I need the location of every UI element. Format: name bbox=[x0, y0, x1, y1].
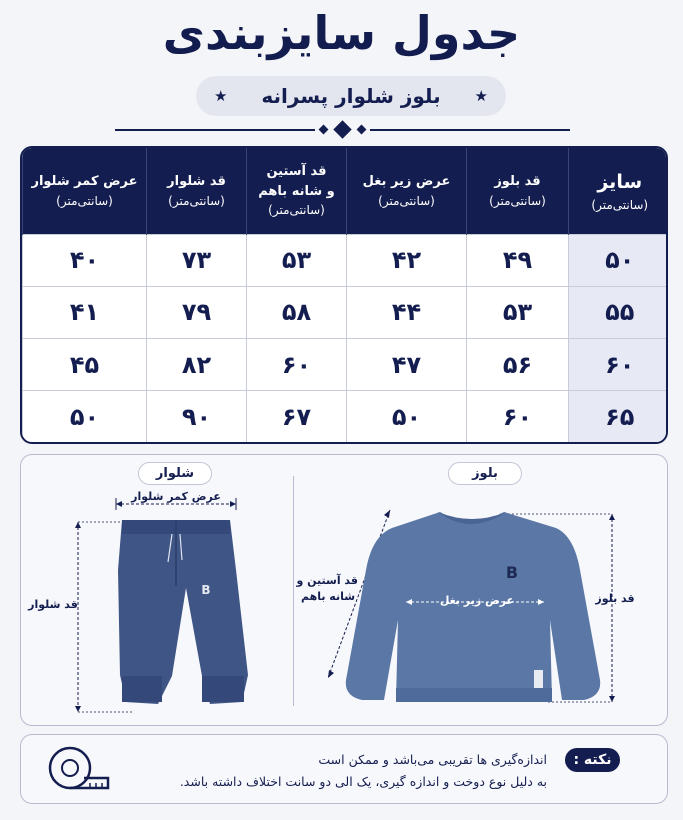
header-chest-width: عرض زیر بغل (سانتی‌متر) bbox=[347, 148, 467, 234]
header-size: سایز (سانتی‌متر) bbox=[569, 148, 669, 234]
pants-length-label: قد شلوار bbox=[28, 598, 78, 611]
sleeve-label-2: شانه باهم bbox=[300, 590, 356, 603]
tape-measure-icon bbox=[44, 742, 114, 798]
table-cell: ۶۰ bbox=[247, 338, 347, 390]
table-cell: ۴۲ bbox=[347, 234, 467, 286]
page-title: جدول سایزبندی bbox=[162, 6, 521, 60]
table-cell: ۵۳ bbox=[467, 286, 569, 338]
blouse-illustration bbox=[296, 500, 645, 715]
cell-size: ۶۵ bbox=[569, 391, 669, 442]
note-line-2: به دلیل نوع دوخت و اندازه گیری، یک الی دو سانت اختلاف داشته باشد. bbox=[179, 774, 547, 789]
table-row bbox=[23, 234, 669, 286]
subtitle-pill bbox=[196, 76, 506, 116]
table-cell: ۴۹ bbox=[467, 234, 569, 286]
table-cell: ۴۴ bbox=[347, 286, 467, 338]
table-header-row bbox=[23, 148, 669, 234]
table-cell: ۷۳ bbox=[147, 234, 247, 286]
note-line-1: اندازه‌گیری ها تقریبی می‌باشد و ممکن است bbox=[318, 752, 547, 767]
header-waist-width: عرض کمر شلوار (سانتی‌متر) bbox=[23, 148, 147, 234]
blouse-tag: بلوز bbox=[448, 462, 522, 485]
pants-waist-label: عرض کمر شلوار bbox=[131, 490, 221, 503]
pants-illustration bbox=[30, 490, 280, 720]
table-cell: ۴۵ bbox=[23, 338, 147, 390]
table-cell: ۹۰ bbox=[147, 391, 247, 442]
table-cell: ۵۰ bbox=[347, 391, 467, 442]
table-cell: ۴۰ bbox=[23, 234, 147, 286]
chest-width-label: عرض زیر بغل bbox=[439, 594, 515, 607]
table-cell: ۸۲ bbox=[147, 338, 247, 390]
cell-size: ۵۵ bbox=[569, 286, 669, 338]
star-icon: ★ bbox=[214, 87, 228, 105]
table-row bbox=[23, 338, 669, 390]
table-cell: ۶۰ bbox=[467, 391, 569, 442]
table-row bbox=[23, 391, 669, 442]
note-label: نکته : bbox=[565, 748, 620, 772]
table-cell: ۵۸ bbox=[247, 286, 347, 338]
table-cell: ۵۳ bbox=[247, 234, 347, 286]
diagram-divider bbox=[293, 476, 294, 706]
title-ornament bbox=[115, 122, 570, 138]
table-row bbox=[23, 286, 669, 338]
sleeve-label-1: قد آستین و bbox=[296, 574, 358, 587]
table-cell: ۷۹ bbox=[147, 286, 247, 338]
b-logo-icon: B bbox=[505, 563, 519, 582]
header-sleeve-shoulder: قد آستین و شانه باهم (سانتی‌متر) bbox=[247, 148, 347, 234]
cell-size: ۶۰ bbox=[569, 338, 669, 390]
table-cell: ۴۷ bbox=[347, 338, 467, 390]
table-cell: ۵۰ bbox=[23, 391, 147, 442]
cell-size: ۵۰ bbox=[569, 234, 669, 286]
pants-tag: شلوار bbox=[138, 462, 212, 485]
size-table bbox=[20, 146, 668, 444]
header-pants-length: قد شلوار (سانتی‌متر) bbox=[147, 148, 247, 234]
table-cell: ۶۷ bbox=[247, 391, 347, 442]
blouse-length-label: قد بلوز bbox=[595, 592, 635, 605]
star-icon: ★ bbox=[474, 87, 488, 105]
b-logo-icon: B bbox=[201, 583, 211, 597]
table-cell: ۴۱ bbox=[23, 286, 147, 338]
table-cell: ۵۶ bbox=[467, 338, 569, 390]
header-blouse-length: قد بلوز (سانتی‌متر) bbox=[467, 148, 569, 234]
subtitle: بلوز شلوار پسرانه bbox=[261, 84, 441, 108]
